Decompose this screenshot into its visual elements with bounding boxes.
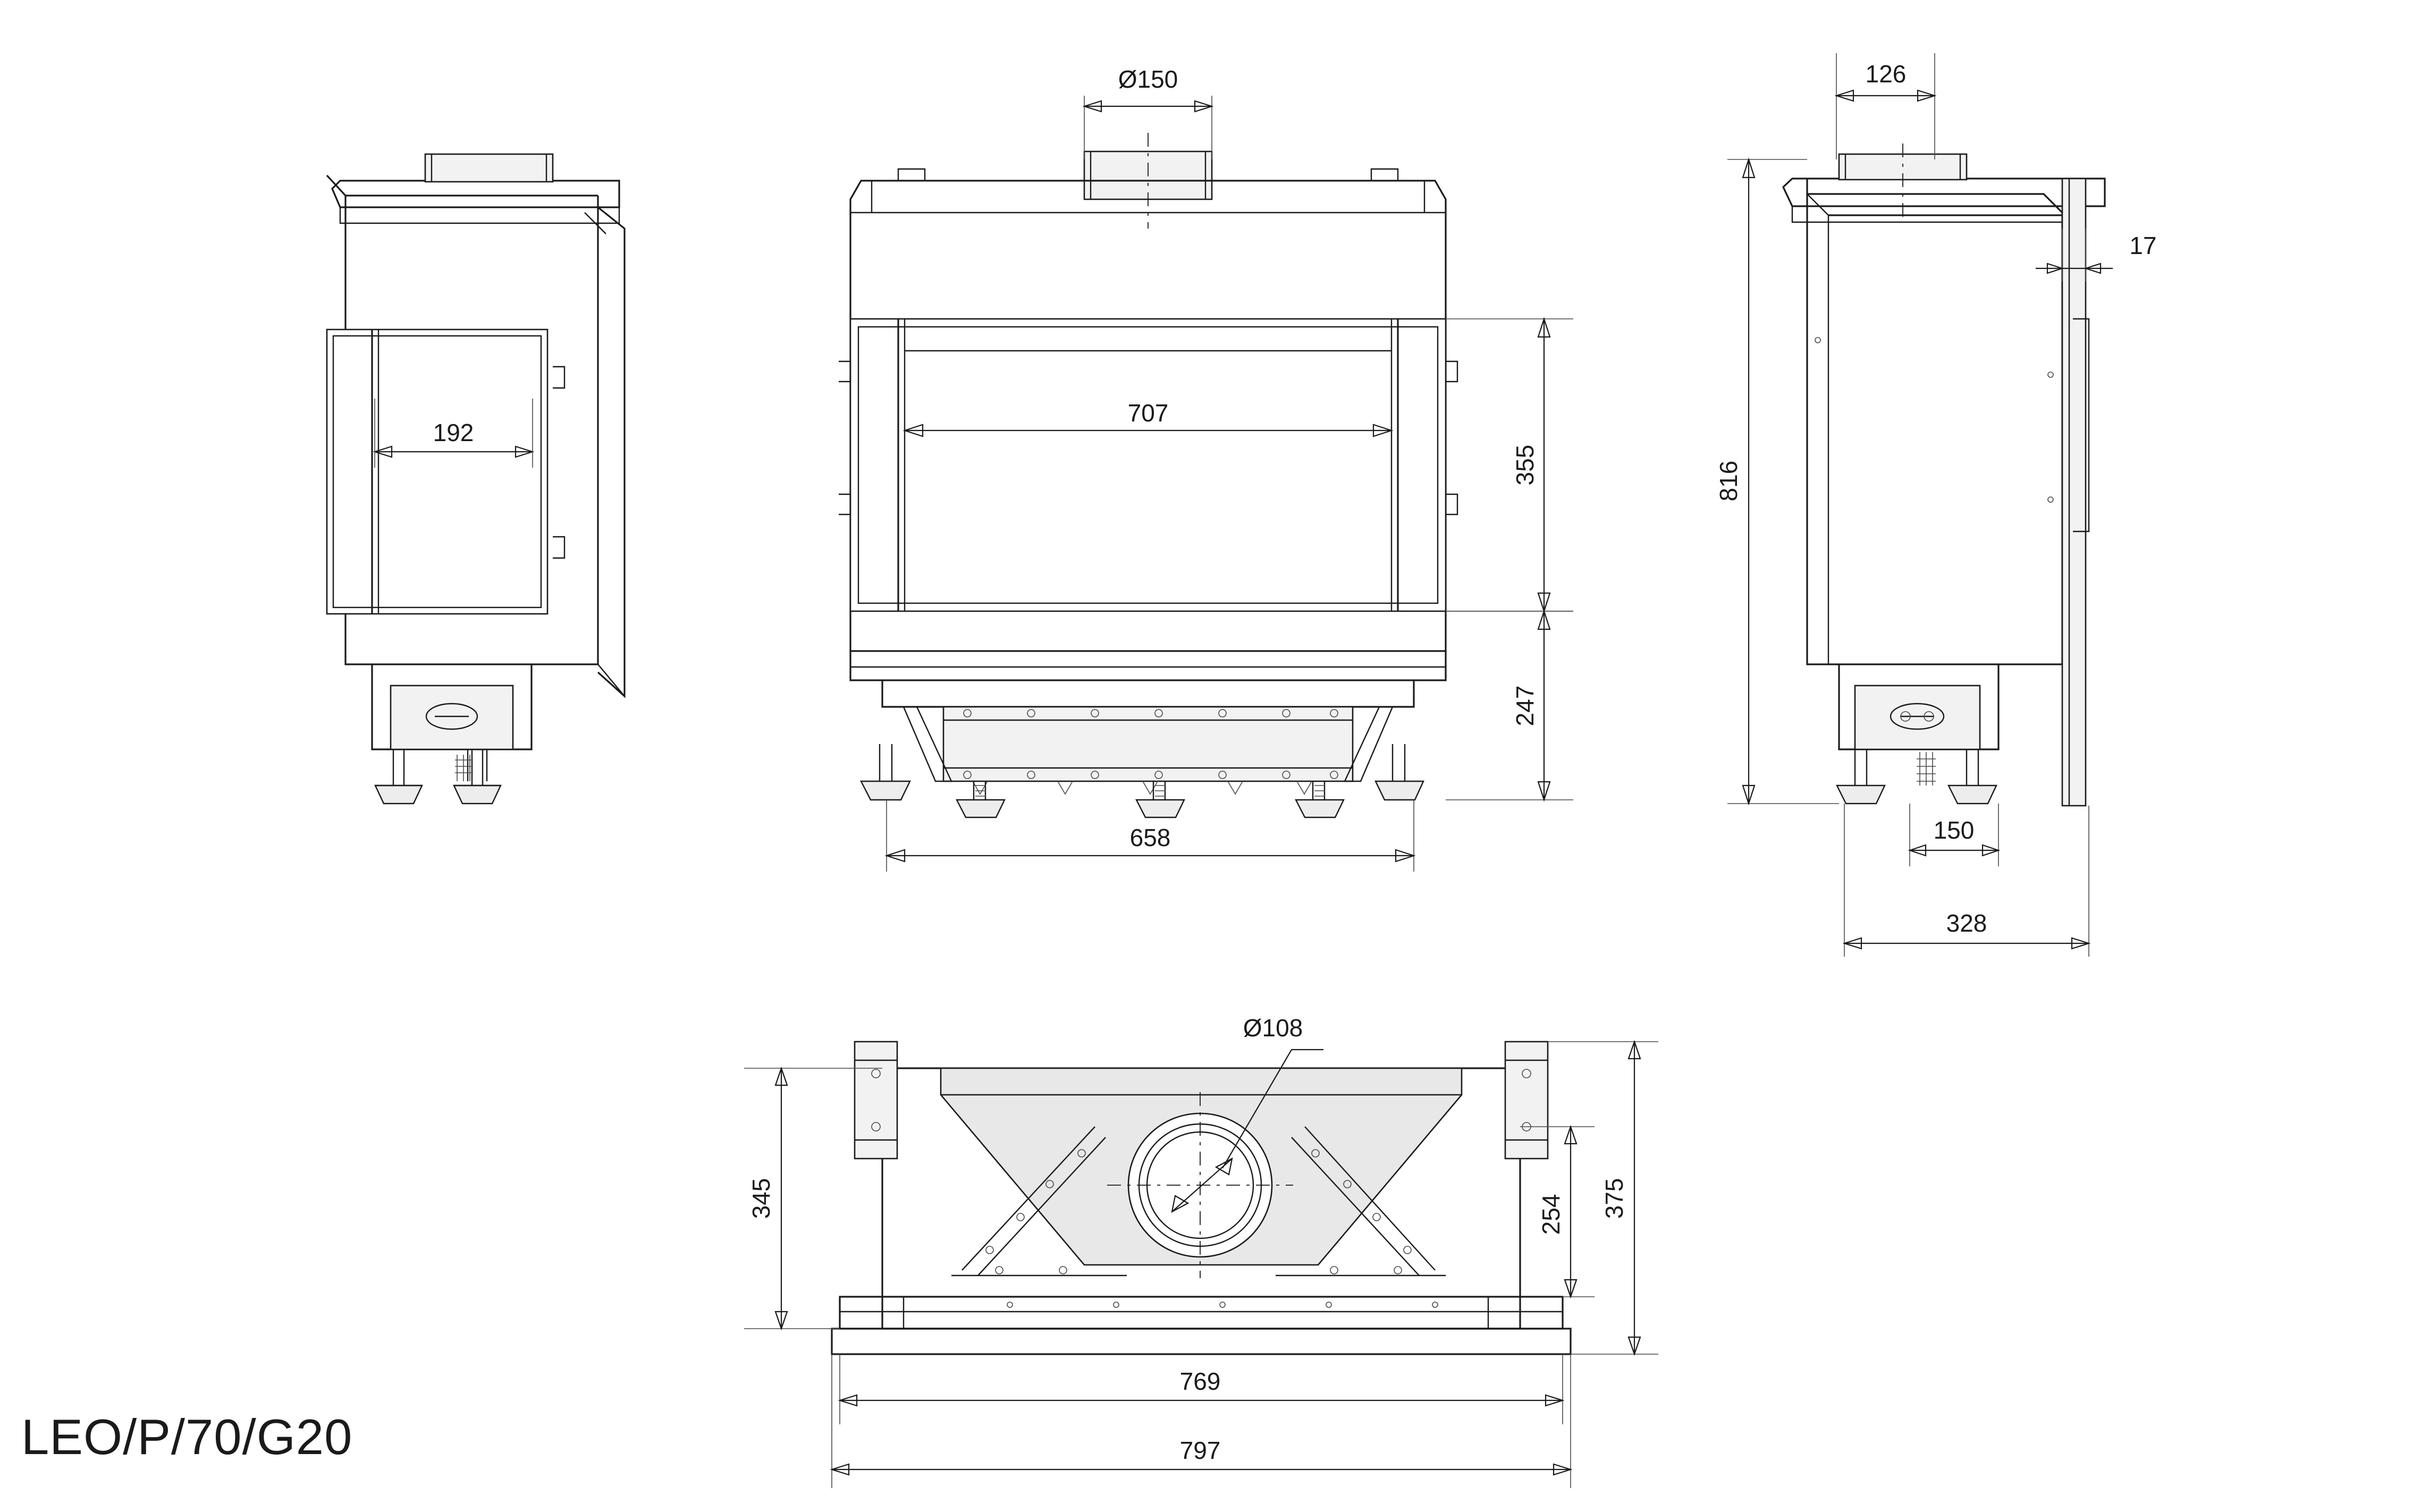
dim-816-label: 816 <box>1715 460 1742 502</box>
dimension-247 <box>1446 611 1573 800</box>
dim-658-label: 658 <box>1129 824 1171 851</box>
dim-150-right-label: 150 <box>1933 816 1975 844</box>
dimension-355 <box>1446 319 1573 611</box>
dim-707-label: 707 <box>1127 399 1169 427</box>
dim-328-label: 328 <box>1946 909 1987 937</box>
dimension-126 <box>1836 53 1935 159</box>
front-view <box>839 65 1573 872</box>
dimension-150-right <box>1910 804 1998 866</box>
model-label: LEO/P/70/G20 <box>21 1409 353 1465</box>
dim-345-label: 345 <box>747 1178 775 1219</box>
dim-192-label: 192 <box>433 419 474 446</box>
dim-dia150-label: Ø150 <box>1118 65 1178 93</box>
dimension-769 <box>840 1354 1563 1424</box>
dim-dia108-label: Ø108 <box>1243 1014 1303 1042</box>
dimension-816 <box>1715 159 1839 804</box>
dim-254-label: 254 <box>1537 1194 1565 1235</box>
top-view <box>744 1014 1658 1488</box>
dim-17-label: 17 <box>2129 232 2157 259</box>
right-side-view <box>1715 53 2157 957</box>
dim-769-label: 769 <box>1179 1367 1221 1395</box>
dimension-17 <box>2036 229 2157 282</box>
dim-797-label: 797 <box>1179 1437 1221 1464</box>
dim-355-label: 355 <box>1511 444 1539 486</box>
left-side-view <box>327 154 625 804</box>
dim-126-label: 126 <box>1865 60 1907 88</box>
dim-247-label: 247 <box>1511 685 1539 727</box>
dim-375-label: 375 <box>1600 1178 1628 1219</box>
